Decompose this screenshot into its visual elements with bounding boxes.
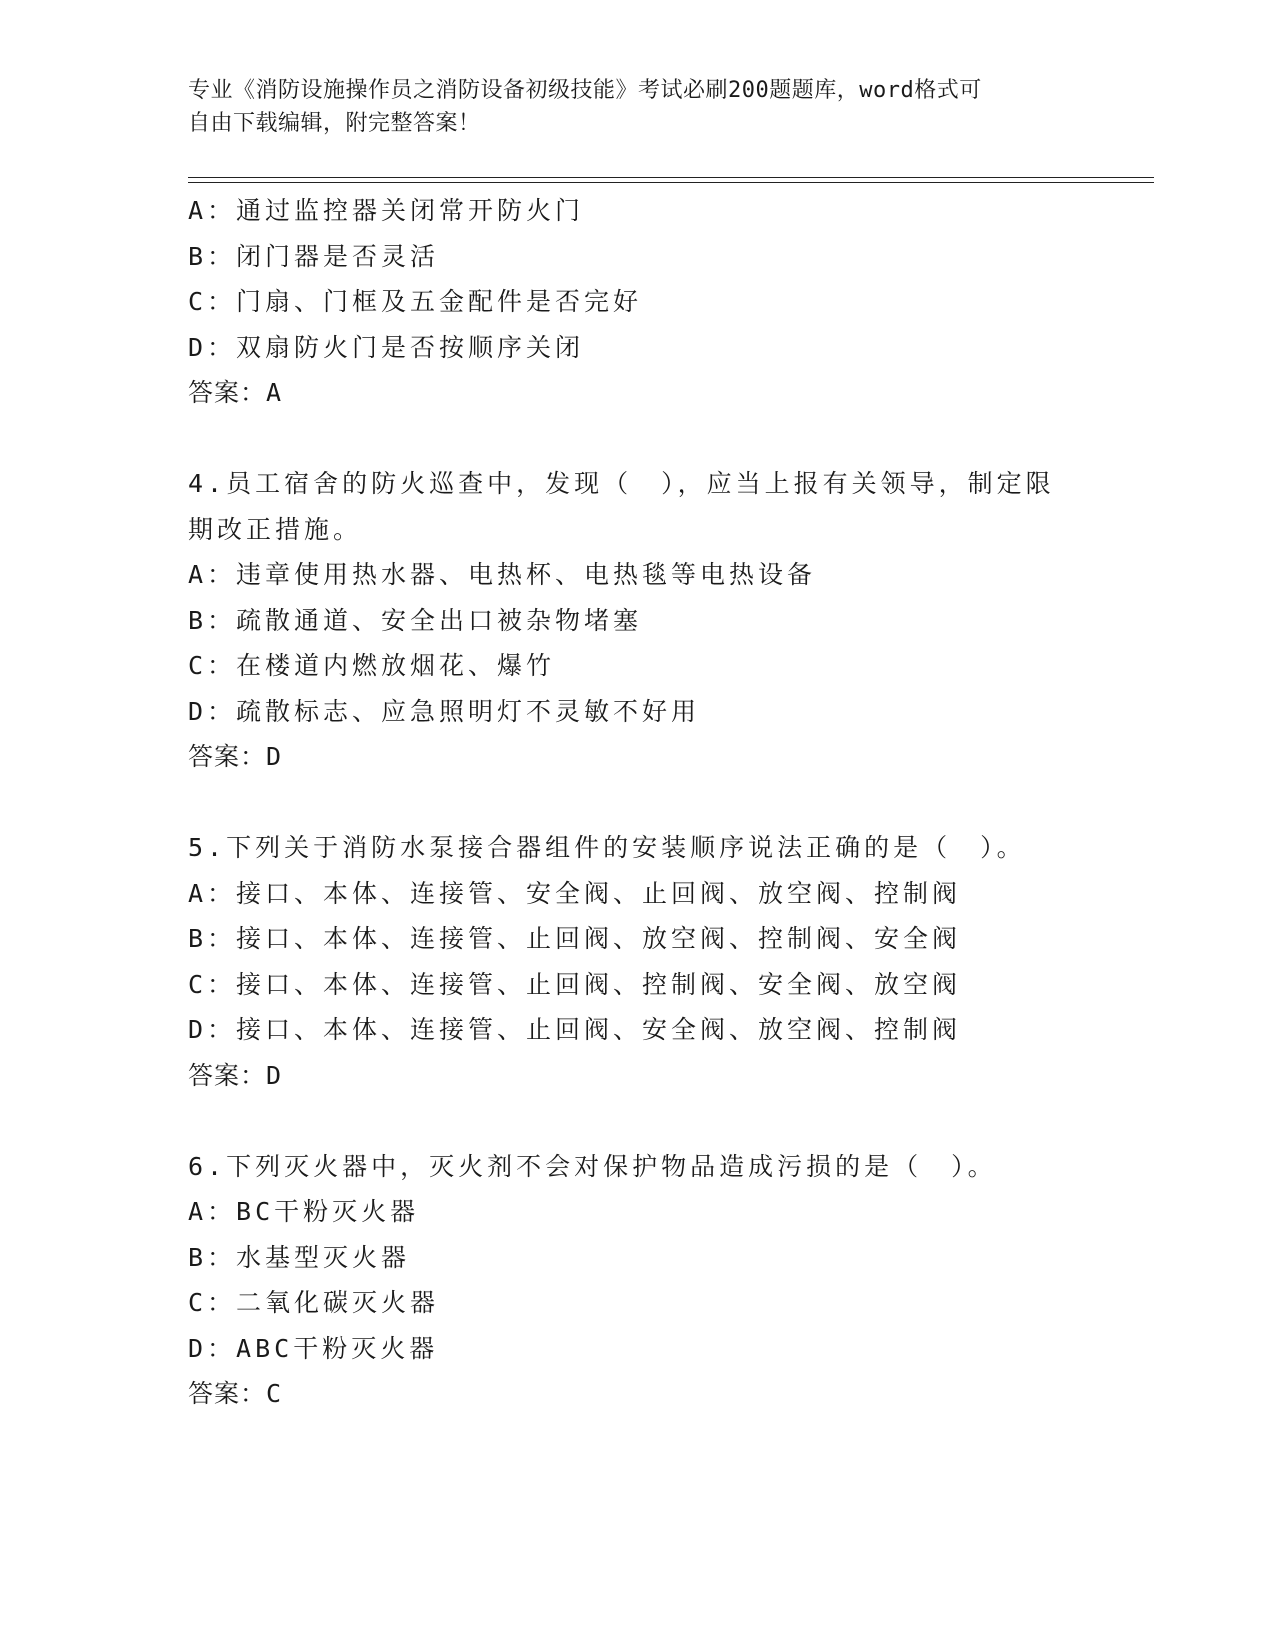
header-line-2: 自由下载编辑，附完整答案！: [188, 111, 481, 136]
document-header: [188, 74, 1068, 140]
option-a: A：通过监控器关闭常开防火门: [188, 196, 585, 225]
question-gap: [188, 416, 1088, 462]
answer-line: 答案：D: [188, 1060, 283, 1090]
option-a: A：接口、本体、连接管、安全阀、止回阀、放空阀、控制阀: [188, 878, 962, 908]
option-c: C：二氧化碳灭火器: [188, 1288, 440, 1317]
question-text: 6.下列灭火器中，灭火剂不会对保护物品造成污损的是（ ）。: [188, 1151, 997, 1181]
header-divider-bottom: [188, 182, 1154, 183]
option-b: B：水基型灭火器: [188, 1242, 411, 1272]
option-d: D：双扇防火门是否按顺序关闭: [188, 332, 585, 362]
question-4-block: [188, 461, 1088, 780]
answer-line: 答案：C: [188, 1379, 283, 1408]
question-text-line-2: 期改正措施。: [188, 514, 363, 544]
option-c: C：在楼道内燃放烟花、爆竹: [188, 651, 556, 680]
option-b: B：闭门器是否灵活: [188, 241, 440, 271]
answer-line: 答案：A: [188, 378, 283, 407]
option-d: D：ABC干粉灭火器: [188, 1333, 439, 1363]
question-gap: [188, 1098, 1088, 1144]
option-a: A：BC干粉灭火器: [188, 1197, 420, 1226]
option-b: B：疏散通道、安全出口被杂物堵塞: [188, 605, 643, 635]
question-3-block: [188, 188, 1088, 416]
answer-line: 答案：D: [188, 742, 283, 771]
option-c: C：门扇、门框及五金配件是否完好: [188, 287, 643, 316]
question-list: [188, 188, 1088, 1417]
option-a: A：违章使用热水器、电热杯、电热毯等电热设备: [188, 560, 817, 589]
header-divider-top: [188, 177, 1154, 178]
option-c: C：接口、本体、连接管、止回阀、控制阀、安全阀、放空阀: [188, 969, 962, 999]
question-6-block: [188, 1144, 1088, 1417]
question-5-block: [188, 825, 1088, 1098]
question-text: 5.下列关于消防水泵接合器组件的安装顺序说法正确的是（ ）。: [188, 833, 1026, 862]
option-d: D：疏散标志、应急照明灯不灵敏不好用: [188, 696, 701, 726]
question-text-line-1: 4.员工宿舍的防火巡查中，发现（ ），应当上报有关领导，制定限: [188, 469, 1055, 498]
option-d: D：接口、本体、连接管、止回阀、安全阀、放空阀、控制阀: [188, 1015, 962, 1044]
option-b: B：接口、本体、连接管、止回阀、放空阀、控制阀、安全阀: [188, 924, 962, 953]
question-gap: [188, 780, 1088, 826]
header-line-1: 专业《消防设施操作员之消防设备初级技能》考试必刷200题题库，word格式可: [188, 78, 982, 103]
